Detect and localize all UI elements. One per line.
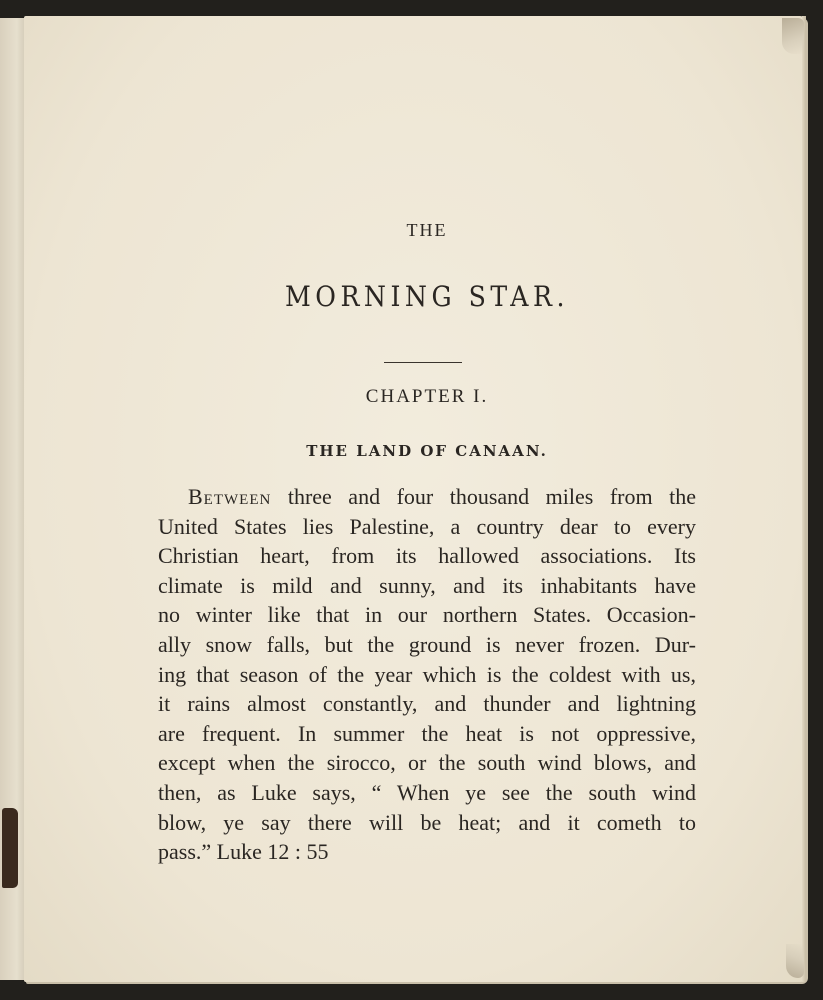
title-prefix: THE — [406, 220, 448, 240]
body-line: it rains almost constantly, and thunder and lightning — [158, 691, 696, 717]
opening-word: Between — [188, 484, 272, 509]
body-line-last: pass.” Luke 12 : 55 — [158, 839, 329, 865]
frayed-corner-bottom — [786, 944, 804, 978]
body-line-text: three and four thousand miles from the — [271, 484, 696, 509]
chapter-title: THE LAND OF CANAAN. — [306, 442, 548, 460]
page-edge — [802, 16, 806, 982]
body-line: no winter like that in our northern States. Occasion- — [158, 602, 696, 628]
book-title: MORNING STAR. — [284, 280, 570, 313]
body-line: blow, ye say there will be heat; and it cometh to — [158, 809, 696, 835]
body-paragraph — [158, 482, 696, 867]
body-line — [158, 482, 696, 512]
body-line: Christian heart, from its hallowed associations. Its — [158, 543, 696, 569]
book-page — [24, 16, 806, 982]
body-line: United States lies Palestine, a country dear to every — [158, 513, 696, 539]
torn-page-damage — [2, 808, 18, 888]
chapter-number: CHAPTER I. — [365, 386, 489, 407]
frayed-corner-top — [782, 18, 804, 54]
body-line: climate is mild and sunny, and its inhabitants have — [158, 572, 696, 598]
body-line: except when the sirocco, or the south wind blows, and — [158, 750, 696, 776]
body-line: ally snow falls, but the ground is never frozen. Dur- — [158, 631, 696, 657]
body-line: are frequent. In summer the heat is not oppressive, — [158, 720, 696, 746]
body-line: then, as Luke says, “ When ye see the south wind — [158, 779, 696, 805]
title-divider — [384, 362, 462, 363]
body-line: ing that season of the year which is the coldest with us, — [158, 661, 696, 687]
